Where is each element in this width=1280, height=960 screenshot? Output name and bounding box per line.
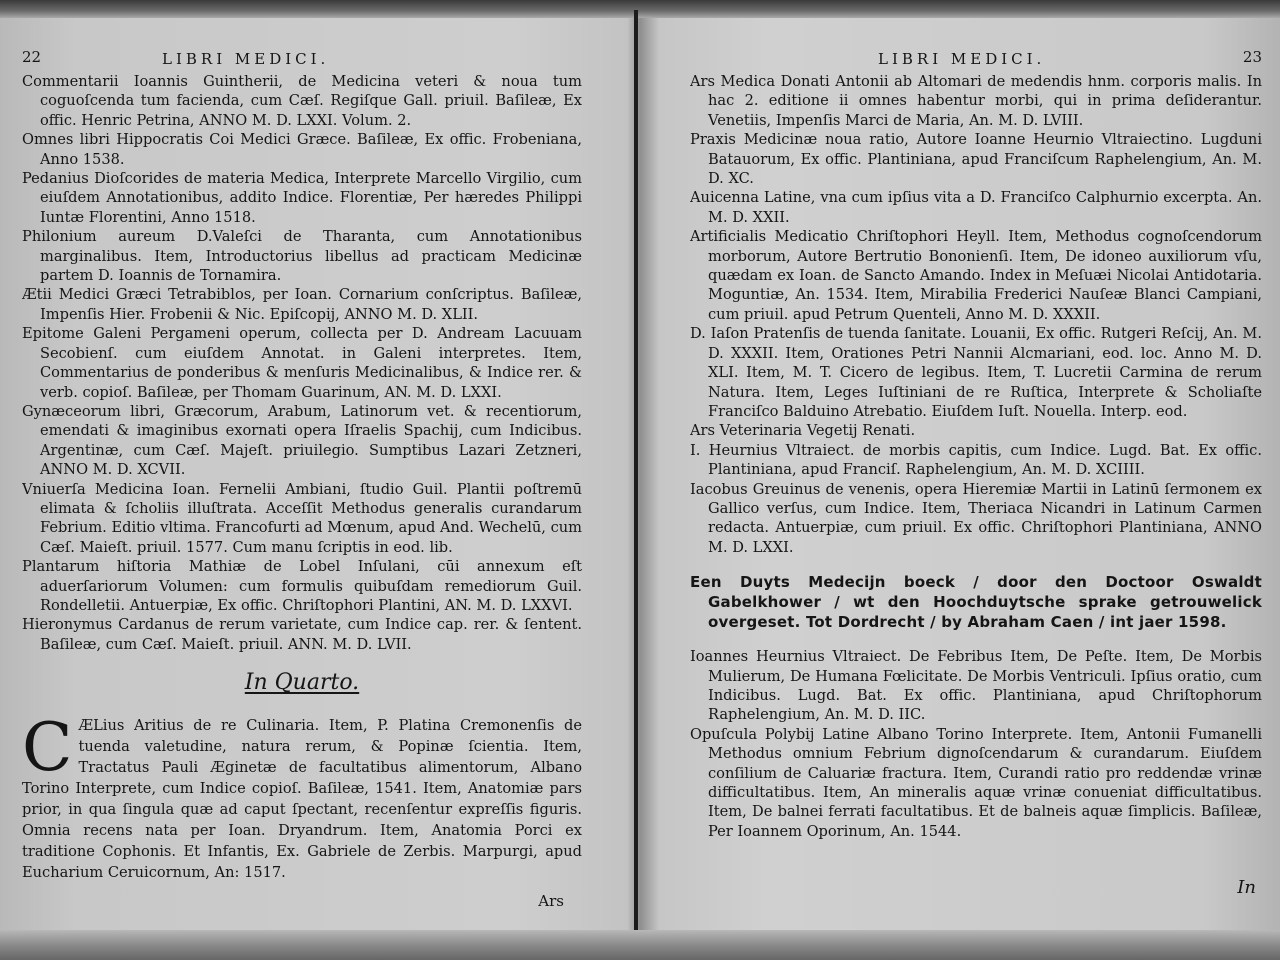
- right-catchword: In: [1237, 877, 1256, 898]
- left-running-title: LIBRI MEDICI.: [162, 50, 330, 68]
- left-entry-list: [22, 72, 582, 654]
- catalog-entry: Praxis Medicinæ noua ratio, Autore Ioanne Heurnio Vltraiectino. Lugduni Batauorum, Ex offic. Plantiniana, apud Franciſcum Raphelengium, An. M. D. XC.: [690, 131, 1262, 188]
- right-page: [690, 48, 1262, 928]
- catalog-entry: Ars Medica Donati Antonii ab Altomari de medendis hnm. corporis malis. In hac 2. editione ii omnes habentur morbi, qui in prima deſiderantur. Venetiis, Impenſis Marci de Maria, An. M. D. LVIII.: [690, 73, 1262, 129]
- catalog-entry: Opuſcula Polybij Latine Albano Torino Interprete. Item, Antonii Fumanelli Methodus omnium Febrium dignoſcendarum & curandarum. Eiuſdem conſilium de Caluariæ fractura. Item, Curandi ratio pro reddendæ vrinæ difficultatibus. Item, An mineralis aquæ vrinæ conueniat difficultatibus. Item, De balnei ferrati facultatibus. Et de balneis aquæ ſimplicis. Baſileæ, Per Ioannem Oporinum, An. 1544.: [690, 725, 1262, 840]
- catalog-entry: Omnes libri Hippocratis Coi Medici Græce. Baſileæ, Ex offic. Frobeniana, Anno 1538.: [22, 131, 582, 168]
- right-page-number: 23: [1242, 48, 1262, 66]
- catalog-entry: Epitome Galeni Pergameni operum, collecta per D. Andream Lacuuam Secobienſ. cum eiuſdem Annotat. in Galeni interpretes. Item, Commentarius de ponderibus & menſuris Medicinalibus, & Indice rer. & verb. copioſ. Baſileæ, per Thomam Guarinum, AN. M. D. LXXI.: [22, 325, 582, 401]
- catalog-entry: D. Iaſon Pratenſis de tuenda ſanitate. Louanii, Ex offic. Rutgeri Reſcij, An. M. D. XXXII. Item, Orationes Petri Nannii Alcmariani, eod. loc. Anno M. D. XLI. Item, M. T. Cicero de legibus. Item, T. Lucretii Carmina de rerum Natura. Item, Leges Iuſtiniani de re Ruſtica, Interprete & Scholiaſte Franciſco Balduino Atrebatio. Eiuſdem Iuſt. Nouella. Interp. eod.: [690, 325, 1262, 420]
- catalog-entry: I. Heurnius Vltraiect. de morbis capitis, cum Indice. Lugd. Bat. Ex offic. Plantiniana, apud Franciſ. Raphelengium, An. M. D. XCIIII.: [690, 441, 1262, 479]
- book-gutter: [634, 10, 638, 950]
- catalog-entry: Philonium aureum D.Valeſci de Tharanta, cum Annotationibus marginalibus. Item, Introductorius libellus ad practicam Medicinæ partem D. Ioannis de Tornamira.: [22, 228, 582, 285]
- blackletter-dutch-entry: Een Duyts Medecijn boeck / door den Doctoor Oswaldt Gabelkhower / wt den Hoochduytsche sprake getrouwelick overgeset. Tot Dordrecht / by Abraham Caen / int jaer 1598.: [690, 573, 1262, 632]
- catalog-entry: Plantarum hiſtoria Mathiæ de Lobel Inſulani, cūi annexum eſt aduerſariorum Volumen: cum formulis quibuſdam remediorum Guil. Rondelletii. Antuerpiæ, Ex offic. Chriſtophori Plantini, AN. M. D. LXXVI.: [22, 558, 582, 614]
- right-running-title: LIBRI MEDICI.: [878, 50, 1046, 68]
- catalog-entry: Auicenna Latine, vna cum ipſius vita a D. Franciſco Calphurnio excerpta. An. M. D. XXII.: [690, 189, 1262, 226]
- catalog-entry: Artificialis Medicatio Chriſtophori Heyll. Item, Methodus cognoſcendorum morborum, Autore Bertrutio Bononienſi. Item, De idoneo auxiliorum vſu, quædam ex Ioan. de Sancto Amando. Index in Meſuæi Nicolai Antidotaria. Moguntiæ, An. 1534. Item, Mirabilia Frederici Nauſeæ Blanci Campiani, cum priuil. apud Petrum Quenteli, Anno M. D. XXXII.: [690, 228, 1262, 323]
- catalog-entry: Ioannes Heurnius Vltraiect. De Febribus Item, De Peſte. Item, De Morbis Mulierum, De Humana Fœlicitate. De Morbis Ventriculi. Ipſius oratio, cum Indicibus. Lugd. Bat. Ex offic. Plantiniana, apud Chriſtophorum Raphelengium, An. M. D. IIC.: [690, 648, 1262, 724]
- catalog-entry: Hieronymus Cardanus de rerum varietate, cum Indice cap. rer. & ſentent. Baſileæ, cum Cæſ. Maieſt. priuil. ANN. M. D. LVII.: [22, 616, 582, 653]
- left-catchword: Ars: [538, 892, 564, 910]
- catalog-entry: Pedanius Dioſcorides de materia Medica, Interprete Marcello Virgilio, cum eiuſdem Annotationibus, addito Indice. Florentiæ, Per hæredes Philippi Iuntæ Florentini, Anno 1518.: [22, 170, 582, 226]
- catalog-entry: Ætii Medici Græci Tetrabiblos, per Ioan. Cornarium conſcriptus. Baſileæ, Impenſis Hier. Frobenii & Nic. Epiſcopij, ANNO M. D. XLII.: [22, 286, 582, 323]
- first-quarto-entry-text: ÆLius Aritius de re Culinaria. Item, P. Platina Cremonenſis de tuenda valetudine, natura rerum, & Popinæ ſcientia. Item, Tractatus Pauli Æginetæ de facultatibus alimentorum, Albano Torino Interprete, cum Indice copioſ. Baſileæ, 1541. Item, Anatomiæ pars prior, in qua ſingula quæ ad caput ſpectant, recenſentur expreſſis figuris. Omnia recens nata per Ioan. Dryandrum. Item, Anatomia Porci ex traditione Cophonis. Et Infantis, Ex. Gabriele de Zerbis. Marpurgi, apud Eucharium Ceruicornum, An: 1517.: [22, 717, 582, 882]
- left-page-number: 22: [22, 48, 42, 66]
- catalog-entry: Gynæceorum libri, Græcorum, Arabum, Latinorum vet. & recentiorum, emendati & imaginibus exornati opera Iſraelis Spachij, cum Indicibus. Argentinæ, cum Cæſ. Majeſt. priuilegio. Sumptibus Lazari Zetzneri, ANNO M. D. XCVII.: [22, 402, 582, 479]
- right-entry-list: [690, 72, 1262, 841]
- first-quarto-entry: [22, 709, 582, 883]
- catalog-entry: Ars Veterinaria Vegetij Renati.: [690, 422, 916, 440]
- drop-cap: C: [22, 709, 73, 787]
- catalog-entry: Iacobus Greuinus de venenis, opera Hieremiæ Martii in Latinū ſermonem ex Gallico verſus, cum Indice. Item, Theriaca Nicandri in Latinum Carmen redacta. Antuerpiæ, cum priuil. Ex offic. Chriſtophori Plantiniana, ANNO M. D. LXXI.: [690, 480, 1262, 556]
- right-running-head: [690, 48, 1262, 72]
- catalog-entry: Vniuerſa Medicina Ioan. Fernelii Ambiani, ſtudio Guil. Plantii poſtremū elimata & ſcholiis illuſtrata. Acceſſit Methodus generalis curandarum Febrium. Editio vltima. Francofurti ad Mœnum, apud And. Wechelū, cum Cæſ. Maieſt. priuil. 1577. Cum manu ſcriptis in eod. lib.: [22, 480, 582, 556]
- catalog-entry: Commentarii Ioannis Guintherii, de Medicina veteri & noua tum coguoſcenda tum facienda, cum Cæſ. Regiſque Gall. priuil. Baſileæ, Ex offic. Henric Petrina, ANNO M. D. LXXI. Volum. 2.: [22, 73, 582, 129]
- bottom-shadow-edge: [0, 930, 1280, 960]
- section-heading-in-quarto: In Quarto.: [244, 670, 360, 696]
- left-page: [22, 48, 582, 928]
- top-shadow-edge: [0, 0, 1280, 18]
- left-running-head: [22, 48, 582, 72]
